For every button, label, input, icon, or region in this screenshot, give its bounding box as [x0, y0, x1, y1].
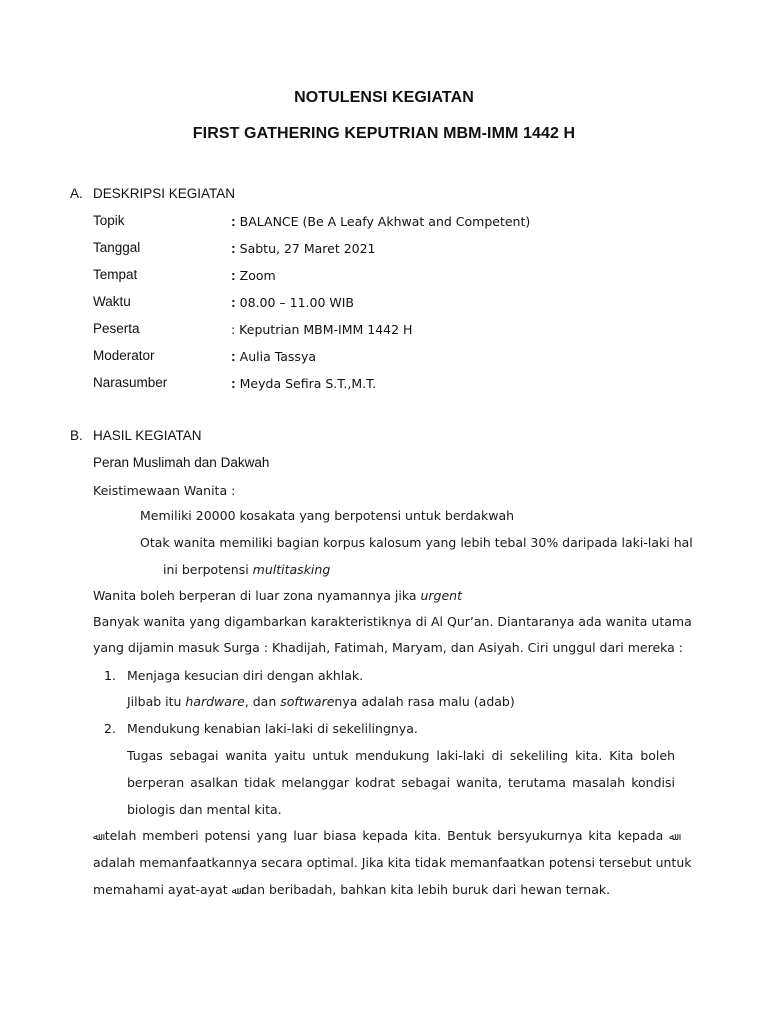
paragraph-line: Memiliki 20000 kosakata yang berpotensi untuk berdakwah	[140, 508, 515, 523]
list-item: Mendukung kenabian laki-laki di sekelilingnya.	[127, 721, 418, 736]
paragraph-line: Banyak wanita yang digambarkan karakteristiknya di Al Qur’an. Diantaranya ada wanita utama	[93, 614, 692, 629]
info-row-tempat	[93, 267, 693, 287]
paragraph-line: ﷲ telah memberi potensi yang luar biasa kepada kita. Bentuk bersyukurnya kita kepada ﷲ	[93, 828, 675, 843]
allah-glyph: ﷲ	[669, 832, 675, 843]
info-value: : Meyda Sefira S.T.,M.T.	[231, 375, 377, 391]
info-row-tanggal	[93, 240, 693, 260]
info-value: : Zoom	[231, 267, 276, 283]
section-a-label: DESKRIPSI KEGIATAN	[93, 186, 236, 201]
section-b-label: HASIL KEGIATAN	[93, 428, 202, 443]
info-row-moderator	[93, 348, 693, 368]
allah-glyph: ﷲ	[93, 832, 99, 843]
info-key: Tanggal	[93, 240, 141, 255]
paragraph-line: Otak wanita memiliki bagian korpus kalosum yang lebih tebal 30% daripada laki-laki hal	[140, 535, 693, 550]
list-number: 2.	[104, 721, 116, 736]
info-key: Topik	[93, 213, 125, 228]
info-value: : 08.00 – 11.00 WIB	[231, 294, 355, 310]
paragraph-line: Keistimewaan Wanita :	[93, 483, 236, 498]
paragraph-line: ini berpotensi multitasking	[163, 562, 331, 577]
info-row-peserta	[93, 321, 693, 341]
info-key: Moderator	[93, 348, 155, 363]
paragraph-line: yang dijamin masuk Surga : Khadijah, Fatimah, Maryam, dan Asiyah. Ciri unggul dari mereka :	[93, 640, 684, 655]
paragraph-line: memahami ayat-ayat ﷲ dan beribadah, bahkan kita lebih buruk dari hewan ternak.	[93, 882, 611, 897]
subsection-heading: Peran Muslimah dan Dakwah	[93, 455, 270, 470]
info-row-narasumber	[93, 375, 693, 395]
info-key: Tempat	[93, 267, 138, 282]
info-value: : Keputrian MBM-IMM 1442 H	[231, 322, 413, 337]
info-key: Peserta	[93, 321, 140, 336]
info-key: Waktu	[93, 294, 131, 309]
document-title: NOTULENSI KEGIATAN	[294, 89, 474, 106]
list-number: 1.	[104, 668, 116, 683]
paragraph-line: adalah memanfaatkannya secara optimal. Jika kita tidak memanfaatkan potensi tersebut untuk	[93, 855, 692, 870]
section-b-letter: B.	[70, 428, 83, 443]
list-item: Menjaga kesucian diri dengan akhlak.	[127, 668, 364, 683]
info-row-topik	[93, 213, 693, 233]
info-key: Narasumber	[93, 375, 168, 390]
document-subtitle: FIRST GATHERING KEPUTRIAN MBM-IMM 1442 H	[192, 125, 576, 142]
paragraph-line: berperan asalkan tidak melanggar kodrat sebagai wanita, terutama masalah kondisi	[127, 775, 675, 790]
allah-glyph: ﷲ	[231, 886, 238, 897]
section-a-letter: A.	[70, 186, 83, 201]
info-row-waktu	[93, 294, 693, 314]
info-value: : Sabtu, 27 Maret 2021	[231, 240, 376, 256]
paragraph-line: Tugas sebagai wanita yaitu untuk mendukung laki-laki di sekeliling kita. Kita boleh	[127, 748, 675, 763]
paragraph-line: Wanita boleh berperan di luar zona nyamannya jika urgent	[93, 588, 462, 603]
info-value: : BALANCE (Be A Leafy Akhwat and Competent)	[231, 213, 531, 229]
info-value: : Aulia Tassya	[231, 348, 317, 364]
paragraph-line: Jilbab itu hardware, dan softwarenya adalah rasa malu (adab)	[127, 694, 515, 709]
paragraph-line: biologis dan mental kita.	[127, 802, 282, 817]
